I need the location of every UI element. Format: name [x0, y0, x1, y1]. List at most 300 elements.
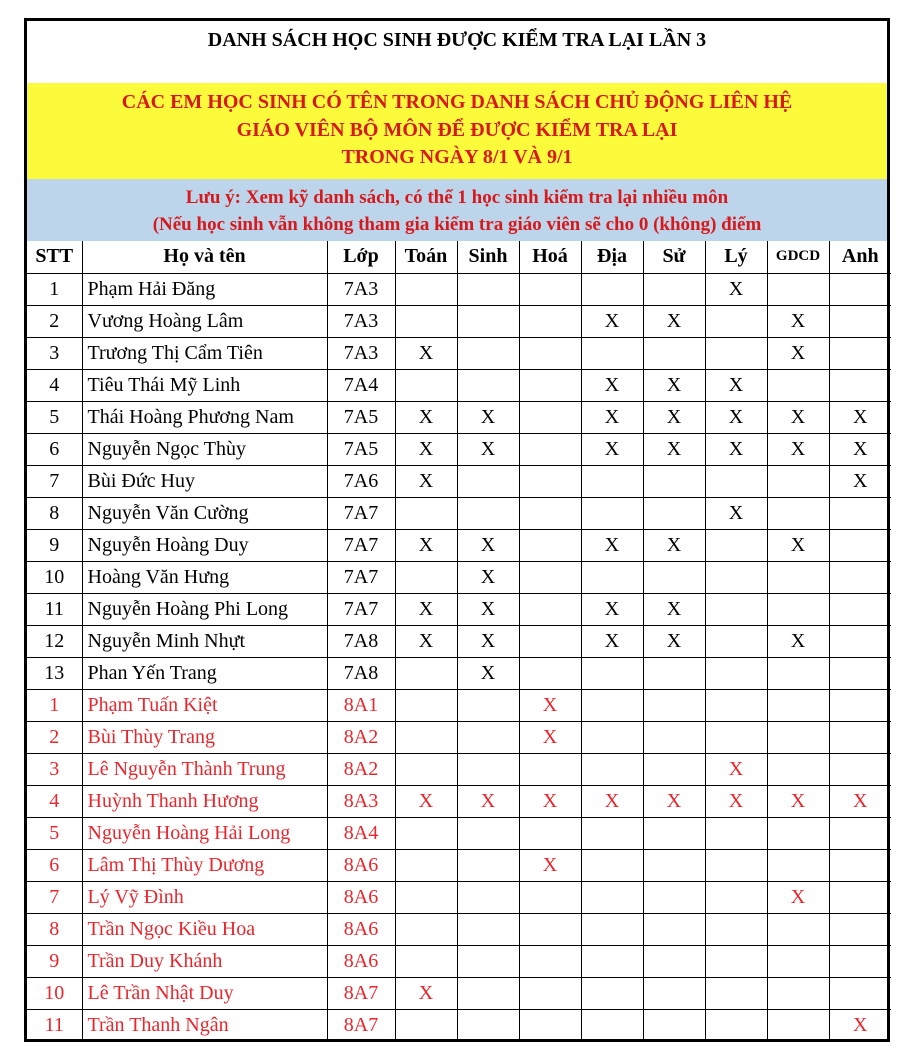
- sinh-mark: [457, 881, 519, 913]
- class-cell: 8A7: [327, 977, 395, 1009]
- sinh-mark: X: [457, 593, 519, 625]
- stt-cell: 10: [27, 561, 82, 593]
- class-cell: 7A6: [327, 465, 395, 497]
- class-cell: 8A7: [327, 1009, 395, 1041]
- stt-cell: 4: [27, 785, 82, 817]
- hoa-mark: [519, 305, 581, 337]
- anh-mark: [829, 689, 891, 721]
- hoa-mark: [519, 337, 581, 369]
- class-cell: 7A4: [327, 369, 395, 401]
- gdcd-mark: X: [767, 881, 829, 913]
- notice-line-3: TRONG NGÀY 8/1 VÀ 9/1: [341, 146, 573, 168]
- class-cell: 7A5: [327, 433, 395, 465]
- gdcd-mark: [767, 1009, 829, 1041]
- ly-mark: [705, 337, 767, 369]
- sinh-mark: [457, 913, 519, 945]
- stt-cell: 9: [27, 529, 82, 561]
- sinh-mark: [457, 945, 519, 977]
- student-name-cell: Phạm Hải Đăng: [82, 273, 327, 305]
- anh-mark: [829, 881, 891, 913]
- ly-mark: [705, 305, 767, 337]
- anh-mark: [829, 721, 891, 753]
- anh-mark: [829, 977, 891, 1009]
- dia-mark: X: [581, 369, 643, 401]
- ly-mark: [705, 881, 767, 913]
- stt-cell: 11: [27, 593, 82, 625]
- anh-mark: [829, 849, 891, 881]
- su-mark: X: [643, 305, 705, 337]
- class-cell: 7A8: [327, 625, 395, 657]
- anh-mark: [829, 529, 891, 561]
- stt-cell: 7: [27, 881, 82, 913]
- hoa-mark: X: [519, 721, 581, 753]
- student-name-cell: Bùi Thùy Trang: [82, 721, 327, 753]
- class-cell: 8A4: [327, 817, 395, 849]
- col-hoa-header: Hoá: [519, 241, 581, 273]
- hoa-mark: X: [519, 689, 581, 721]
- hoa-mark: [519, 497, 581, 529]
- gdcd-mark: [767, 689, 829, 721]
- sinh-mark: [457, 337, 519, 369]
- dia-mark: [581, 945, 643, 977]
- dia-mark: [581, 657, 643, 689]
- toan-mark: [395, 657, 457, 689]
- table-row: [27, 625, 891, 657]
- notice-line-1: CÁC EM HỌC SINH CÓ TÊN TRONG DANH SÁCH CHỦ ĐỘNG LIÊN HỆ: [121, 91, 793, 113]
- su-mark: [643, 1009, 705, 1041]
- dia-mark: [581, 881, 643, 913]
- student-name-cell: Phan Yến Trang: [82, 657, 327, 689]
- su-mark: X: [643, 785, 705, 817]
- su-mark: [643, 689, 705, 721]
- gdcd-mark: [767, 465, 829, 497]
- dia-mark: [581, 721, 643, 753]
- ly-mark: [705, 465, 767, 497]
- table-row: [27, 465, 891, 497]
- gdcd-mark: [767, 753, 829, 785]
- dia-mark: [581, 497, 643, 529]
- stt-cell: 9: [27, 945, 82, 977]
- su-mark: X: [643, 529, 705, 561]
- hoa-mark: [519, 657, 581, 689]
- table-row: [27, 593, 891, 625]
- dia-mark: [581, 849, 643, 881]
- su-mark: [643, 721, 705, 753]
- gdcd-mark: X: [767, 625, 829, 657]
- table-row: [27, 849, 891, 881]
- class-cell: 7A7: [327, 529, 395, 561]
- sinh-mark: [457, 465, 519, 497]
- anh-mark: [829, 593, 891, 625]
- anh-mark: X: [829, 785, 891, 817]
- table-row: [27, 337, 891, 369]
- su-mark: [643, 817, 705, 849]
- class-cell: 8A3: [327, 785, 395, 817]
- col-gdcd-header: GDCD: [767, 241, 829, 273]
- table-row: [27, 977, 891, 1009]
- gdcd-mark: X: [767, 337, 829, 369]
- class-cell: 7A8: [327, 657, 395, 689]
- col-ly-header: Lý: [705, 241, 767, 273]
- ly-mark: [705, 945, 767, 977]
- gdcd-mark: [767, 657, 829, 689]
- toan-mark: [395, 881, 457, 913]
- anh-mark: X: [829, 1009, 891, 1041]
- student-list-sheet: [24, 18, 890, 1042]
- dia-mark: X: [581, 433, 643, 465]
- anh-mark: [829, 913, 891, 945]
- ly-mark: X: [705, 401, 767, 433]
- stt-cell: 8: [27, 497, 82, 529]
- stt-cell: 2: [27, 305, 82, 337]
- sinh-mark: [457, 369, 519, 401]
- col-su-header: Sử: [643, 241, 705, 273]
- toan-mark: [395, 369, 457, 401]
- su-mark: [643, 657, 705, 689]
- toan-mark: [395, 689, 457, 721]
- table-row: [27, 561, 891, 593]
- student-name-cell: Trần Duy Khánh: [82, 945, 327, 977]
- table-row: [27, 273, 891, 305]
- student-name-cell: Trần Thanh Ngân: [82, 1009, 327, 1041]
- student-name-cell: Vương Hoàng Lâm: [82, 305, 327, 337]
- student-name-cell: Tiêu Thái Mỹ Linh: [82, 369, 327, 401]
- student-name-cell: Lê Trần Nhật Duy: [82, 977, 327, 1009]
- su-mark: [643, 465, 705, 497]
- gdcd-mark: [767, 977, 829, 1009]
- sheet-title: DANH SÁCH HỌC SINH ĐƯỢC KIỂM TRA LẠI LẦN 3: [207, 29, 707, 51]
- hoa-mark: [519, 273, 581, 305]
- toan-mark: X: [395, 433, 457, 465]
- dia-mark: [581, 689, 643, 721]
- su-mark: [643, 881, 705, 913]
- stt-cell: 7: [27, 465, 82, 497]
- table-row: [27, 881, 891, 913]
- table-row: [27, 305, 891, 337]
- student-name-cell: Hoàng Văn Hưng: [82, 561, 327, 593]
- stt-cell: 8: [27, 913, 82, 945]
- table-row: [27, 1009, 891, 1041]
- col-anh-header: Anh: [829, 241, 891, 273]
- stt-cell: 2: [27, 721, 82, 753]
- dia-mark: [581, 561, 643, 593]
- anh-mark: [829, 817, 891, 849]
- hoa-mark: [519, 561, 581, 593]
- anh-mark: [829, 945, 891, 977]
- hoa-mark: [519, 625, 581, 657]
- sinh-mark: [457, 689, 519, 721]
- header-row: [27, 241, 891, 273]
- anh-mark: [829, 657, 891, 689]
- toan-mark: [395, 945, 457, 977]
- su-mark: X: [643, 433, 705, 465]
- sinh-mark: X: [457, 657, 519, 689]
- ly-mark: [705, 561, 767, 593]
- su-mark: [643, 273, 705, 305]
- dia-mark: X: [581, 785, 643, 817]
- hoa-mark: X: [519, 785, 581, 817]
- hoa-mark: [519, 1009, 581, 1041]
- toan-mark: [395, 817, 457, 849]
- gdcd-mark: [767, 913, 829, 945]
- su-mark: X: [643, 369, 705, 401]
- gdcd-mark: X: [767, 305, 829, 337]
- toan-mark: X: [395, 401, 457, 433]
- class-cell: 8A2: [327, 721, 395, 753]
- class-cell: 8A2: [327, 753, 395, 785]
- table-row: [27, 913, 891, 945]
- gdcd-mark: X: [767, 433, 829, 465]
- stt-cell: 5: [27, 401, 82, 433]
- ly-mark: [705, 593, 767, 625]
- class-cell: 7A3: [327, 337, 395, 369]
- notice-banner: [27, 83, 887, 179]
- toan-mark: [395, 1009, 457, 1041]
- notice-line-2: GIÁO VIÊN BỘ MÔN ĐỂ ĐƯỢC KIỂM TRA LẠI: [236, 118, 678, 141]
- ly-mark: [705, 817, 767, 849]
- ly-mark: [705, 657, 767, 689]
- note-line-2: (Nếu học sinh vẫn không tham gia kiểm tra giáo viên sẽ cho 0 (không) điểm: [152, 214, 762, 235]
- sinh-mark: X: [457, 561, 519, 593]
- hoa-mark: [519, 977, 581, 1009]
- gdcd-mark: [767, 593, 829, 625]
- class-cell: 8A6: [327, 881, 395, 913]
- student-name-cell: Thái Hoàng Phương Nam: [82, 401, 327, 433]
- gdcd-mark: [767, 369, 829, 401]
- ly-mark: [705, 849, 767, 881]
- su-mark: [643, 913, 705, 945]
- hoa-mark: [519, 945, 581, 977]
- anh-mark: [829, 337, 891, 369]
- ly-mark: [705, 977, 767, 1009]
- class-cell: 7A3: [327, 305, 395, 337]
- toan-mark: [395, 849, 457, 881]
- ly-mark: X: [705, 785, 767, 817]
- anh-mark: X: [829, 465, 891, 497]
- hoa-mark: [519, 401, 581, 433]
- col-toan-header: Toán: [395, 241, 457, 273]
- dia-mark: [581, 913, 643, 945]
- table-row: [27, 433, 891, 465]
- gdcd-mark: [767, 945, 829, 977]
- hoa-mark: [519, 913, 581, 945]
- ly-mark: [705, 689, 767, 721]
- anh-mark: [829, 369, 891, 401]
- su-mark: [643, 977, 705, 1009]
- sinh-mark: [457, 849, 519, 881]
- hoa-mark: [519, 593, 581, 625]
- table-row: [27, 817, 891, 849]
- stt-cell: 11: [27, 1009, 82, 1041]
- stt-cell: 6: [27, 433, 82, 465]
- table-row: [27, 753, 891, 785]
- anh-mark: [829, 625, 891, 657]
- toan-mark: X: [395, 625, 457, 657]
- su-mark: [643, 497, 705, 529]
- ly-mark: X: [705, 369, 767, 401]
- dia-mark: [581, 465, 643, 497]
- dia-mark: [581, 273, 643, 305]
- note-banner: [27, 179, 887, 241]
- student-name-cell: Trương Thị Cẩm Tiên: [82, 337, 327, 369]
- toan-mark: X: [395, 593, 457, 625]
- su-mark: X: [643, 401, 705, 433]
- su-mark: [643, 753, 705, 785]
- dia-mark: X: [581, 593, 643, 625]
- hoa-mark: [519, 881, 581, 913]
- su-mark: [643, 849, 705, 881]
- sinh-mark: [457, 977, 519, 1009]
- anh-mark: [829, 561, 891, 593]
- toan-mark: X: [395, 977, 457, 1009]
- sinh-mark: [457, 1009, 519, 1041]
- toan-mark: [395, 497, 457, 529]
- dia-mark: [581, 977, 643, 1009]
- class-cell: 7A5: [327, 401, 395, 433]
- toan-mark: [395, 561, 457, 593]
- student-name-cell: Lê Nguyễn Thành Trung: [82, 753, 327, 785]
- gdcd-mark: [767, 273, 829, 305]
- sinh-mark: X: [457, 785, 519, 817]
- ly-mark: X: [705, 433, 767, 465]
- hoa-mark: X: [519, 849, 581, 881]
- table-row: [27, 657, 891, 689]
- col-stt-header: STT: [27, 241, 82, 273]
- class-cell: 8A6: [327, 945, 395, 977]
- ly-mark: X: [705, 497, 767, 529]
- stt-cell: 5: [27, 817, 82, 849]
- stt-cell: 3: [27, 753, 82, 785]
- student-name-cell: Lâm Thị Thùy Dương: [82, 849, 327, 881]
- sinh-mark: X: [457, 625, 519, 657]
- class-cell: 8A6: [327, 849, 395, 881]
- toan-mark: [395, 753, 457, 785]
- hoa-mark: [519, 817, 581, 849]
- dia-mark: X: [581, 529, 643, 561]
- note-line-1: Lưu ý: Xem kỹ danh sách, có thể 1 học sinh kiểm tra lại nhiều môn: [185, 187, 729, 208]
- stt-cell: 4: [27, 369, 82, 401]
- gdcd-mark: X: [767, 529, 829, 561]
- toan-mark: X: [395, 529, 457, 561]
- hoa-mark: [519, 529, 581, 561]
- gdcd-mark: X: [767, 401, 829, 433]
- anh-mark: X: [829, 401, 891, 433]
- class-cell: 8A1: [327, 689, 395, 721]
- student-name-cell: Trần Ngọc Kiều Hoa: [82, 913, 327, 945]
- table-row: [27, 785, 891, 817]
- student-name-cell: Nguyễn Ngọc Thùy: [82, 433, 327, 465]
- anh-mark: [829, 305, 891, 337]
- col-class-header: Lớp: [327, 241, 395, 273]
- gdcd-mark: [767, 497, 829, 529]
- gdcd-mark: [767, 849, 829, 881]
- ly-mark: [705, 913, 767, 945]
- sinh-mark: [457, 721, 519, 753]
- table-row: [27, 497, 891, 529]
- ly-mark: [705, 625, 767, 657]
- col-dia-header: Địa: [581, 241, 643, 273]
- class-cell: 7A7: [327, 561, 395, 593]
- stt-cell: 12: [27, 625, 82, 657]
- toan-mark: X: [395, 785, 457, 817]
- sinh-mark: [457, 817, 519, 849]
- anh-mark: X: [829, 433, 891, 465]
- stt-cell: 3: [27, 337, 82, 369]
- table-row: [27, 369, 891, 401]
- hoa-mark: [519, 465, 581, 497]
- su-mark: X: [643, 593, 705, 625]
- student-name-cell: Nguyễn Hoàng Duy: [82, 529, 327, 561]
- hoa-mark: [519, 433, 581, 465]
- dia-mark: X: [581, 305, 643, 337]
- table-row: [27, 689, 891, 721]
- student-name-cell: Nguyễn Hoàng Hải Long: [82, 817, 327, 849]
- sinh-mark: X: [457, 401, 519, 433]
- ly-mark: [705, 721, 767, 753]
- table-row: [27, 401, 891, 433]
- anh-mark: [829, 753, 891, 785]
- dia-mark: [581, 1009, 643, 1041]
- gdcd-mark: X: [767, 785, 829, 817]
- student-name-cell: Nguyễn Văn Cường: [82, 497, 327, 529]
- stt-cell: 10: [27, 977, 82, 1009]
- toan-mark: [395, 913, 457, 945]
- ly-mark: X: [705, 273, 767, 305]
- table-row: [27, 721, 891, 753]
- ly-mark: [705, 529, 767, 561]
- class-cell: 7A3: [327, 273, 395, 305]
- stt-cell: 6: [27, 849, 82, 881]
- dia-mark: [581, 753, 643, 785]
- student-name-cell: Phạm Tuấn Kiệt: [82, 689, 327, 721]
- toan-mark: X: [395, 337, 457, 369]
- ly-mark: X: [705, 753, 767, 785]
- toan-mark: [395, 273, 457, 305]
- student-name-cell: Nguyễn Hoàng Phi Long: [82, 593, 327, 625]
- anh-mark: [829, 497, 891, 529]
- gdcd-mark: [767, 561, 829, 593]
- col-sinh-header: Sinh: [457, 241, 519, 273]
- su-mark: [643, 561, 705, 593]
- sinh-mark: X: [457, 433, 519, 465]
- anh-mark: [829, 273, 891, 305]
- toan-mark: [395, 305, 457, 337]
- toan-mark: X: [395, 465, 457, 497]
- sinh-mark: [457, 305, 519, 337]
- su-mark: X: [643, 625, 705, 657]
- su-mark: [643, 945, 705, 977]
- sinh-mark: X: [457, 529, 519, 561]
- stt-cell: 1: [27, 273, 82, 305]
- dia-mark: X: [581, 401, 643, 433]
- student-name-cell: Nguyễn Minh Nhựt: [82, 625, 327, 657]
- su-mark: [643, 337, 705, 369]
- stt-cell: 1: [27, 689, 82, 721]
- ly-mark: [705, 1009, 767, 1041]
- hoa-mark: [519, 753, 581, 785]
- sinh-mark: [457, 497, 519, 529]
- class-cell: 8A6: [327, 913, 395, 945]
- stt-cell: 13: [27, 657, 82, 689]
- table-row: [27, 529, 891, 561]
- dia-mark: [581, 817, 643, 849]
- toan-mark: [395, 721, 457, 753]
- table-row: [27, 945, 891, 977]
- table-body: [27, 273, 891, 1041]
- student-name-cell: Bùi Đức Huy: [82, 465, 327, 497]
- sinh-mark: [457, 753, 519, 785]
- dia-mark: X: [581, 625, 643, 657]
